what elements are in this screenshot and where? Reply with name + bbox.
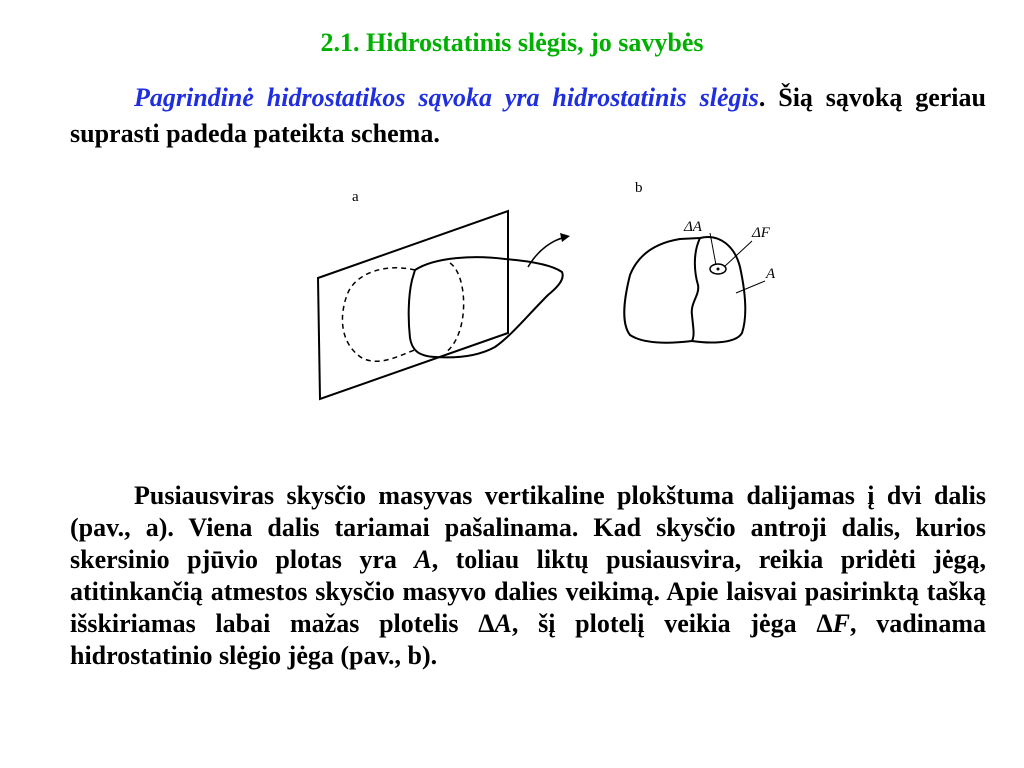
area-leader — [736, 281, 765, 293]
label-delta-a: ΔA — [684, 219, 702, 235]
body-delta-f-sym: Δ — [816, 609, 833, 638]
hydrostatic-figure — [300, 175, 800, 415]
intro-highlight: Pagrindinė hidrostatikos sąvoka yra hidrostatinis slėgis — [134, 83, 759, 112]
section-line — [692, 238, 700, 341]
body-part2: , toliau liktų pusiausvira, reikia pridėti jėgą, atitinkančią atmestos skysčio masyvo dalies veikimą. Apie laisvai pasirinktą tašką išskiriamas labai mažas plotelis — [70, 545, 986, 638]
intro-rest: . Šią sąvoką geriau suprasti padeda pateikta schema. — [70, 83, 986, 148]
body-part3: , šį plotelį veikia jėga — [511, 609, 817, 638]
body-var-a: A — [414, 545, 432, 574]
arrow-head — [560, 233, 570, 242]
body-part1: Pusiausviras skysčio masyvas vertikaline plokštuma dalijamas į dvi dalis (pav., a). Viena dalis tariamai pašalinama. Kad skysčio antroji dalis, kurios skersinio pjūvio plotas yra — [70, 481, 986, 574]
figure-svg — [300, 175, 800, 415]
body-part4: , vadinama hidrostatinio slėgio jėga (pav., b). — [70, 609, 986, 670]
figure-label-b: b — [635, 180, 643, 196]
intro-paragraph — [70, 80, 986, 152]
vertical-plane — [318, 211, 508, 399]
body-paragraph — [70, 480, 986, 672]
section-dashed-curve — [445, 263, 464, 353]
body-delta-a-sym: Δ — [478, 609, 495, 638]
figure-label-a: a — [352, 189, 359, 205]
cross-section-outline — [624, 237, 745, 343]
label-delta-f: ΔF — [752, 225, 770, 241]
page-title: 2.1. Hidrostatinis slėgis, jo savybės — [320, 28, 704, 57]
area-point — [717, 268, 720, 271]
removed-fluid-dashed — [342, 268, 415, 361]
remaining-fluid-body — [409, 257, 563, 357]
body-delta-f-var: F — [832, 609, 850, 638]
label-area-a: A — [766, 266, 776, 282]
body-delta-a-var: A — [494, 609, 512, 638]
